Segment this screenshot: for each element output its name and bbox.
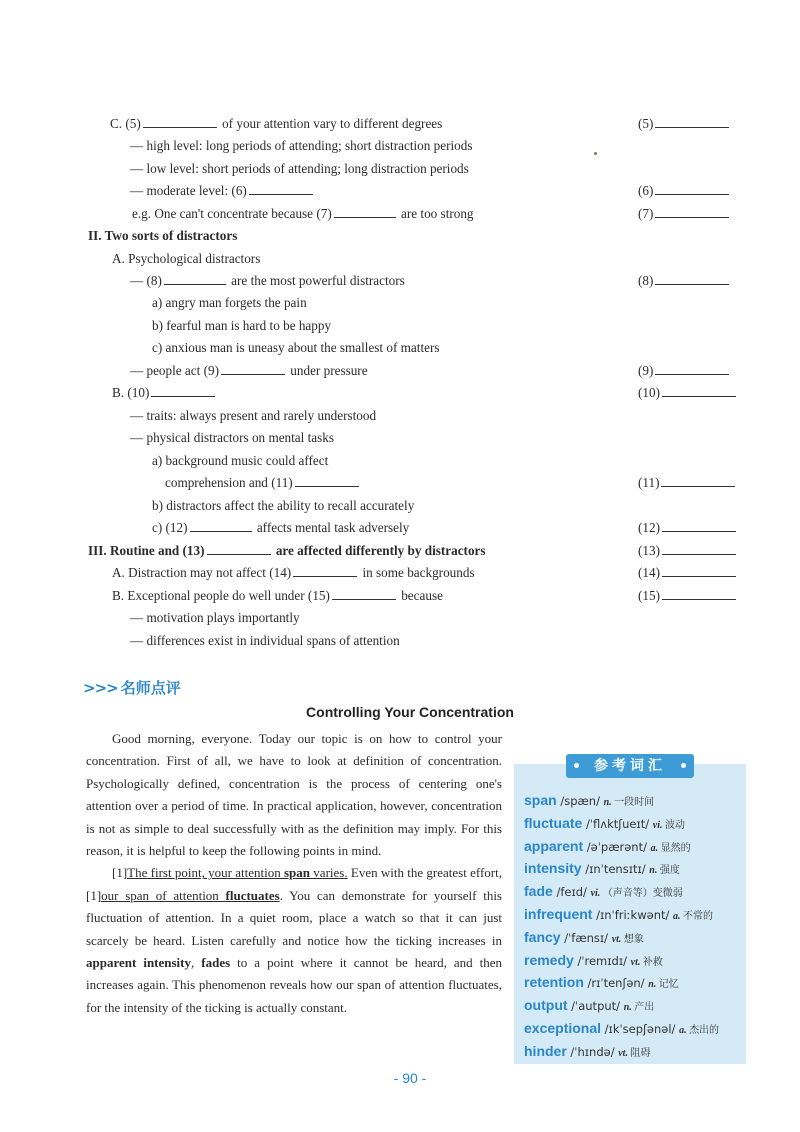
vocab-phonetic: /ˈremɪdɪ/ (573, 953, 631, 968)
outline-line (152, 292, 307, 314)
keyword: span (284, 865, 311, 881)
vocab-word: retention (524, 974, 584, 991)
blank-line[interactable] (332, 585, 396, 600)
outline-line (112, 382, 217, 404)
vocab-item (524, 903, 744, 926)
vocab-meaning: 一段时间 (614, 797, 655, 808)
outline-line (152, 450, 328, 472)
outline-text: because (397, 588, 443, 603)
answer-number: (10) (638, 385, 660, 400)
outline-text: are affected differently by distractors (272, 543, 486, 558)
vocab-meaning: 记忆 (658, 979, 679, 991)
vocab-word: fade (524, 883, 553, 900)
vocab-pos: n. (603, 797, 615, 808)
vocab-word: intensity (524, 860, 582, 877)
answer-slot (638, 562, 738, 584)
outline-text: II. Two sorts of distractors (88, 228, 238, 243)
answer-blank[interactable] (655, 203, 729, 218)
vocab-meaning: 显然的 (660, 842, 691, 854)
vocab-pos: vi. (652, 819, 666, 831)
outline-text: a) background music could affect (152, 453, 329, 468)
vocab-item (524, 812, 744, 835)
outline-line (130, 427, 334, 449)
blank-line[interactable] (207, 540, 271, 555)
vocab-phonetic: /rɪˈtenʃən/ (583, 976, 649, 991)
answer-slot (638, 472, 737, 494)
vocab-phonetic: /ɪkˈsepʃənəl/ (601, 1021, 680, 1036)
outline-line (112, 248, 260, 270)
passage-paragraph-2 (86, 862, 502, 1019)
blank-line[interactable] (221, 360, 285, 375)
vocab-pos: vt. (611, 933, 624, 945)
vocab-word: hinder (524, 1042, 567, 1059)
answer-number: (9) (638, 363, 654, 378)
answer-number: (14) (638, 565, 660, 580)
text-run: The first point, your attention (127, 865, 284, 881)
vocab-word: remedy (524, 951, 574, 968)
outline-text: B. Exceptional people do well under (15) (112, 588, 330, 603)
vocab-meaning: 产出 (634, 1002, 655, 1014)
outline-text: are the most powerful distractors (227, 273, 405, 288)
outline-line (130, 270, 405, 292)
answer-slot (638, 382, 738, 404)
answer-slot (638, 270, 731, 292)
blank-line[interactable] (293, 562, 357, 577)
outline-text: — low level: short periods of attending; long distraction periods (130, 161, 469, 176)
answer-number: (11) (638, 475, 660, 490)
vocab-item (524, 926, 744, 949)
answer-blank[interactable] (662, 517, 736, 532)
outline-text: — (8) (130, 273, 162, 288)
answer-number: (12) (638, 520, 660, 535)
outline-text: c) anxious man is uneasy about the smallest of matters (152, 340, 440, 355)
blank-line[interactable] (190, 517, 252, 532)
outline-text: under pressure (286, 363, 368, 378)
text-run: varies. (310, 865, 348, 881)
vocab-phonetic: /ɪnˈfriːkwənt/ (592, 907, 674, 922)
outline-text: — people act (9) (130, 363, 219, 378)
answer-blank[interactable] (662, 585, 736, 600)
outline-line (130, 135, 472, 157)
outline-text: — traits: always present and rarely understood (130, 408, 377, 423)
keyword: fluctuates (225, 887, 280, 903)
answer-number: (5) (638, 116, 654, 131)
vocab-item (524, 880, 744, 903)
vocab-item (524, 994, 744, 1017)
outline-line (165, 472, 361, 494)
answer-slot (638, 180, 731, 202)
outline-text: — high level: long periods of attending; short distraction periods (130, 138, 473, 153)
outline-text: comprehension and (11) (165, 475, 293, 490)
passage-text (86, 728, 502, 1019)
outline-text: — differences exist in individual spans of attention (130, 633, 400, 648)
blank-line[interactable] (151, 382, 215, 397)
outline-text: III. Routine and (13) (88, 543, 205, 558)
vocab-item (524, 789, 744, 812)
keyword: apparent intensity (86, 955, 192, 971)
outline-text: a) angry man forgets the pain (152, 295, 307, 310)
outline-line (130, 630, 400, 652)
vocab-pos: vi. (590, 888, 603, 900)
text-run: to a point where it cannot be heard, and then increases again. This phenomenon reveals how our span of attention fluctuates, for the intensity of the ticking is actually constant. (86, 955, 503, 1015)
vocab-word: output (524, 997, 568, 1014)
vocab-phonetic: /ɪnˈtensɪtɪ/ (581, 862, 650, 877)
vocab-word: span (524, 792, 557, 808)
outline-text: — motivation plays importantly (130, 610, 300, 625)
vocab-pos: vt. (618, 1047, 631, 1059)
answer-blank[interactable] (655, 270, 729, 285)
text-run: . You can demonstrate for yourself this fluctuation of attention. In a quiet room, place a watch so that it can just scarcely be heard. Listen carefully and notice how the ticking increases in (86, 887, 502, 948)
outline-text: are too strong (397, 206, 474, 221)
vocab-pos: a. (650, 842, 661, 854)
outline-line (112, 585, 443, 607)
blank-line[interactable] (295, 472, 359, 487)
vocab-phonetic: /ˈautput/ (567, 999, 624, 1014)
outline-text: c) (12) (152, 520, 188, 535)
blank-line[interactable] (249, 180, 313, 195)
vocab-pos: n. (649, 865, 660, 877)
vocab-pos: n. (623, 1002, 635, 1014)
outline-line (130, 607, 300, 629)
outline-text: C. (5) (110, 116, 141, 131)
outline-line (88, 540, 486, 562)
outline-line (152, 337, 440, 359)
answer-blank[interactable] (662, 540, 736, 555)
vocab-pos: a. (673, 910, 684, 922)
outline-line (152, 315, 331, 337)
answer-slot (638, 540, 738, 562)
section-heading-text: 名师点评 (120, 679, 181, 697)
vocab-pos: vt. (630, 956, 643, 968)
answer-blank[interactable] (655, 113, 729, 128)
blank-line[interactable] (164, 270, 226, 285)
answer-blank[interactable] (655, 360, 729, 375)
outline-line (130, 405, 376, 427)
vocab-phonetic: /ˈflʌktʃueɪt/ (582, 816, 653, 831)
blank-line[interactable] (334, 203, 396, 218)
section-heading (83, 677, 181, 699)
vocab-word: exceptional (524, 1019, 602, 1036)
vocab-meaning: 强度 (659, 865, 680, 877)
answer-slot (638, 113, 731, 135)
vocab-word: fancy (524, 928, 561, 945)
passage-paragraph-1: Good morning, everyone. Today our topic is on how to control your concentration. First of all, we have to look at definition of concentration. Psychologically defined, concentration is the process of centering one's attention over a period of time. In practical application, however, concentration is not as simple to deal successfully with as the definition may imply. For this reason, it is helpful to keep the following points in mind. (86, 731, 502, 859)
vocab-meaning: 阻碍 (630, 1047, 651, 1059)
blank-line[interactable] (143, 113, 217, 128)
answer-slot (638, 203, 731, 225)
outline-line (112, 562, 475, 584)
marker: [1] (86, 887, 102, 903)
outline-text: in some backgrounds (359, 565, 475, 580)
outline-text: — physical distractors on mental tasks (130, 430, 335, 445)
answer-number: (8) (638, 273, 654, 288)
outline-text: A. Distraction may not affect (14) (112, 565, 292, 580)
outline-text: affects mental task adversely (253, 520, 410, 535)
text-run: our span of attention (101, 887, 226, 903)
answer-blank[interactable] (662, 562, 736, 577)
answer-slot (638, 517, 738, 539)
outline-line (88, 225, 237, 247)
marker: [1] (112, 865, 128, 881)
vocab-word: fluctuate (524, 814, 583, 831)
outline-line (110, 113, 442, 135)
vocab-meaning: 不常的 (683, 910, 714, 922)
text-run: , (191, 955, 202, 971)
vocab-meaning: 杰出的 (689, 1024, 720, 1036)
arrows-icon: >>> (83, 679, 118, 697)
answer-slot (638, 360, 731, 382)
vocab-item (524, 949, 744, 972)
vocab-word: apparent (524, 837, 584, 854)
outline-text: b) fearful man is hard to be happy (152, 318, 332, 333)
answer-number: (13) (638, 543, 660, 558)
vocab-list (524, 789, 744, 1063)
outline-line (152, 517, 409, 539)
answer-number: (6) (638, 183, 654, 198)
vocab-phonetic: /əˈpærənt/ (583, 839, 651, 854)
vocab-title: 参考词汇 (566, 754, 694, 778)
outline-line (130, 360, 368, 382)
vocab-item (524, 1040, 744, 1063)
speck (594, 152, 597, 155)
vocab-phonetic: /feɪd/ (552, 885, 591, 900)
vocab-phonetic: /ˈhɪndə/ (566, 1044, 619, 1059)
answer-blank[interactable] (655, 180, 729, 195)
vocab-phonetic: /ˈfænsɪ/ (560, 930, 612, 945)
outline-line (130, 158, 469, 180)
vocab-item (524, 835, 744, 858)
answer-slot (638, 585, 738, 607)
outline-text: e.g. One can't concentrate because (7) (132, 206, 332, 221)
answer-number: (15) (638, 588, 660, 603)
outline-line (130, 180, 315, 202)
outline-line (152, 495, 414, 517)
answer-number: (7) (638, 206, 654, 221)
answer-blank[interactable] (662, 382, 736, 397)
outline-line (132, 203, 474, 225)
outline-text: A. Psychological distractors (112, 251, 261, 266)
vocab-pos: n. (648, 979, 659, 991)
vocab-meaning: 波动 (665, 819, 686, 831)
underlined-sentence (127, 865, 347, 880)
answer-blank[interactable] (661, 472, 735, 487)
vocab-item (524, 857, 744, 880)
outline-text: — moderate level: (6) (130, 183, 247, 198)
passage-title: Controlling Your Concentration (306, 704, 514, 720)
page-number: - 90 - (393, 1070, 427, 1086)
outline-text: B. (10) (112, 385, 150, 400)
vocab-pos: a. (679, 1024, 690, 1036)
outline-text: b) distractors affect the ability to recall accurately (152, 498, 415, 513)
vocab-meaning: 想象 (623, 933, 644, 945)
keyword: fades (201, 955, 231, 971)
text-run: Even with the greatest effort, (347, 865, 502, 881)
vocab-word: infrequent (524, 905, 593, 922)
vocab-meaning: （声音等）变微弱 (602, 888, 683, 900)
vocab-item (524, 1017, 744, 1040)
vocab-phonetic: /spæn/ (556, 794, 604, 808)
outline-text: of your attention vary to different degrees (218, 116, 443, 131)
vocab-item (524, 971, 744, 994)
underlined-sentence (101, 888, 280, 903)
vocab-meaning: 补救 (642, 956, 663, 968)
